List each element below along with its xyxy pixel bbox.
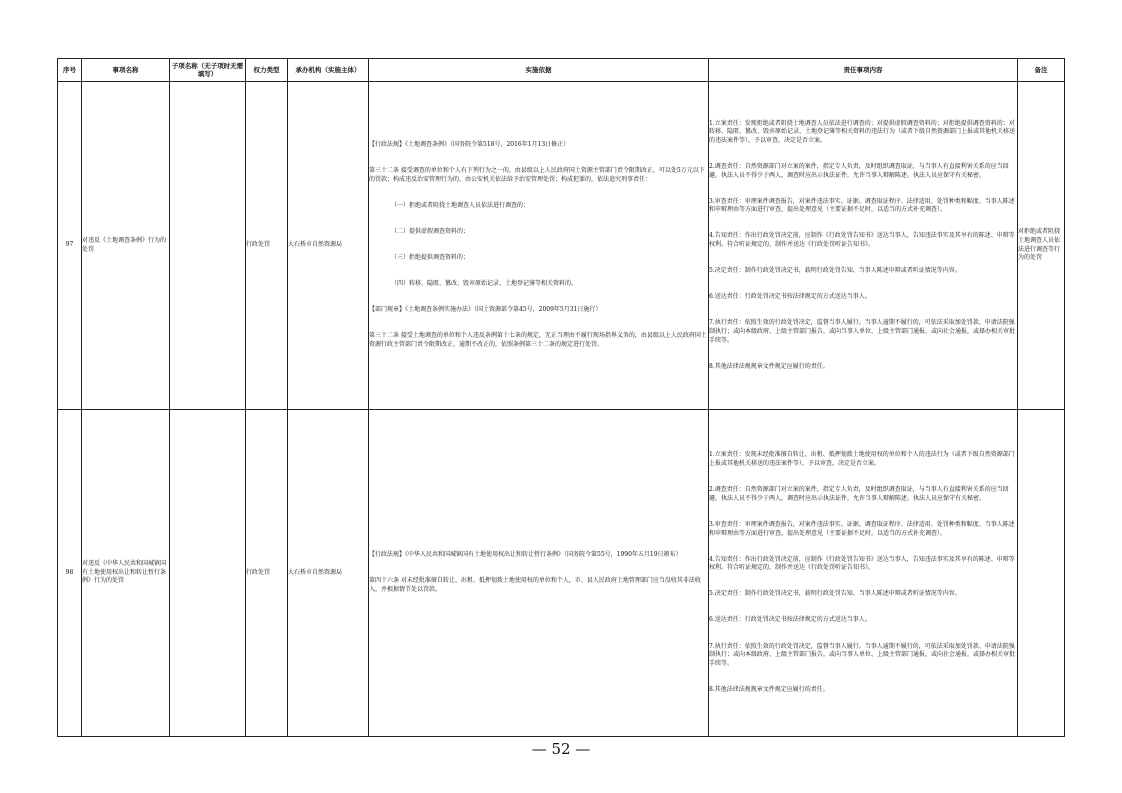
basis-paragraph: 【行政法规】《土地调查条例》（国务院令第518号，2016年1月13日修正） [369, 141, 570, 149]
table-row [58, 82, 1065, 410]
duty-item: 5.决定责任：制作行政处罚决定书，载明行政处罚告知、当事人陈述申辩或者听证情况等内容。 [709, 590, 961, 598]
header-power-type: 权力类型 [246, 59, 288, 82]
agency-cell: 大石桥市自然资源局 [288, 410, 369, 737]
remark-cell [1018, 410, 1065, 737]
header-item-name: 事项名称 [82, 59, 170, 82]
power-type-cell: 行政处罚 [246, 410, 288, 737]
basis-paragraph: 【部门规章】《土地调查条例实施办法》（国土资源部令第45号，2009年5月31日施行） [369, 306, 602, 314]
serial-number-cell: 97 [58, 82, 82, 410]
power-type-cell: 行政处罚 [246, 82, 288, 410]
header-serial-number: 序号 [58, 59, 82, 82]
header-legal-basis: 实施依据 [369, 59, 709, 82]
duty-item: 4.告知责任：作出行政处罚决定前，应制作《行政处罚告知书》送达当事人，告知违法事实及其享有的陈述、申辩等权利。符合听证规定的，制作并送达《行政处罚听证告知书》。 [709, 555, 1015, 572]
duty-item: 7.执行责任：依照生效的行政处罚决定，监督当事人履行。当事人逾期不履行的，可依法采取加处罚款、申请法院强制执行；或向本级政府、上级主管部门报告，或向当事人单位、上级主管部门通报，或向社会通报，或择办相关审批手续等。 [709, 319, 1016, 344]
header-duty-content: 责任事项内容 [709, 59, 1018, 82]
table-row [58, 410, 1065, 737]
duty-item: 3.审查责任：审理案件调查报告，对案件违法事实、证据、调查取证程序、法律适用、处罚种类和幅度、当事人陈述和申辩理由等方面进行审查，提出处理意见（主要证据不足时，以适当的方式补充调查）。 [709, 520, 1015, 537]
header-agency: 承办机构（实施主体） [288, 59, 369, 82]
duty-item: 7.执行责任：依照生效的行政处罚决定，监督当事人履行。当事人逾期不履行的，可依法采取加处罚款、申请法院强制执行；或向本级政府、上级主管部门报告，或向当事人单位、上级主管部门通报，或向社会通报，或择办相关审批手续等。 [709, 642, 1016, 667]
duty-item: 2.调查责任：自然资源部门对立案的案件，指定专人负责，及时组织调查取证，与当事人有直接利害关系的应当回避。执法人员不得少于两人，调查时应出示执法证件，允许当事人辩解陈述。执法人员应保守有关秘密。 [709, 162, 1009, 179]
duty-item: 1.立案责任：发现拒绝或者阻挠土地调查人员依法进行调查的；对提供虚假调查资料的；对拒绝提供调查资料的；对转移、隐匿、篡改、毁弃原始记录、土地登记簿等相关资料的违法行为（或者下级自然资源部门上报或其他机关移送的违法案件等），予以审查，决定是否立案。 [709, 119, 1016, 144]
duty-item: 8.其他法律法规规章文件规定应履行的责任。 [709, 685, 829, 693]
basis-paragraph: 第四十六条 对未经批准擅自转让、出租、抵押划拨土地使用权的单位和个人，市、县人民政府土地管理部门应当没收其非法收入，并根据情节处以罚款。 [369, 577, 701, 594]
table-header-row [58, 59, 1065, 82]
duty-item: 2.调查责任：自然资源部门对立案的案件，指定专人负责，及时组织调查取证，与当事人有直接利害关系的应当回避。执法人员不得少于两人，调查时应出示执法证件，允许当事人辩解陈述。执法人员应保守有关秘密。 [709, 486, 1009, 502]
duty-item: 6.送达责任：行政处罚决定书按法律规定的方式送达当事人。 [709, 293, 871, 301]
basis-paragraph: 【行政法规】《中华人民共和国城镇国有土地使用权出让和转让暂行条例》（国务院令第55号，1990年五月19日颁布） [369, 551, 682, 559]
item-name-cell: 对违反《中华人民共和国城镇国有土地使用权出让和转让暂行条例》行为的处罚 [82, 410, 170, 737]
header-remark: 备注 [1018, 59, 1065, 82]
item-name-cell: 对违反《土地调查条例》行为的处罚 [82, 82, 170, 410]
duty-item: 1.立案责任：发现未经批准擅自转让、出租、抵押划拨土地使用权的单位和个人的违法行为（或者下级自然资源部门上报或其他机关移送的违法案件等），予以审查，决定是否立案。 [709, 451, 1015, 468]
header-sub-item-name: 子项名称（无子项时无需填写） [170, 59, 246, 82]
duty-item: 6.送达责任：行政处罚决定书按法律规定的方式送达当事人。 [709, 616, 871, 624]
basis-clause: （四）转移、隐匿、篡改、毁弃原始记录、土地登记簿等相关资料的。 [391, 280, 578, 288]
duty-item: 3.审查责任：审理案件调查报告，对案件违法事实、证据、调查取证程序、法律适用、处罚种类和幅度、当事人陈述和申辩理由等方面进行审查，提出处理意见（主要证据不足时，以适当的方式补充调查）。 [709, 197, 1015, 214]
legal-basis-cell [369, 82, 709, 410]
basis-clause: （一）拒绝或者阻挠土地调查人员依法进行调查的； [391, 202, 530, 210]
duty-item: 5.决定责任：制作行政处罚决定书，载明行政处罚告知、当事人陈述申辩或者听证情况等内容。 [709, 267, 961, 275]
legal-basis-cell [369, 410, 709, 737]
remark-cell: 对拒绝或者阻挠土地调查人员依法进行调查等行为的处罚 [1018, 82, 1065, 410]
power-list-table [57, 58, 1065, 737]
duty-content-cell [709, 410, 1018, 737]
basis-paragraph: 第三十二条 接受调查的单位和个人有下列行为之一的，由县级以上人民政府国土资源主管部门责令限期改正，可以处5万元以下的罚款；构成违反治安管理行为的，由公安机关依法给予治安管理处罚；构成犯罪的，依法追究刑事责任： [369, 167, 705, 183]
sub-item-cell [170, 82, 246, 410]
basis-clause: （二）提供虚假调查资料的； [391, 228, 470, 236]
basis-clause: （三）拒绝提供调查资料的； [391, 254, 470, 262]
duty-content-cell [709, 82, 1018, 410]
duty-item: 8.其他法律法规规章文件规定应履行的责任。 [709, 362, 829, 370]
page-number: — 52 — [531, 740, 591, 758]
sub-item-cell [170, 410, 246, 737]
duty-item: 4.告知责任：作出行政处罚决定前，应制作《行政处罚告知书》送达当事人，告知违法事实及其享有的陈述、申辩等权利。符合听证规定的，制作并送达《行政处罚听证告知书》。 [709, 232, 1015, 249]
agency-cell: 大石桥市自然资源局 [288, 82, 369, 410]
serial-number-cell: 98 [58, 410, 82, 737]
basis-paragraph: 第三十二条 接受土地调查的单位和个人违反条例第十七条的规定，无正当理由不履行现场指界义务的，由县级以上人民政府国土资源行政主管部门责令限期改正，逾期不改正的，依照条例第三十二条的规定进行处罚。 [369, 332, 707, 349]
